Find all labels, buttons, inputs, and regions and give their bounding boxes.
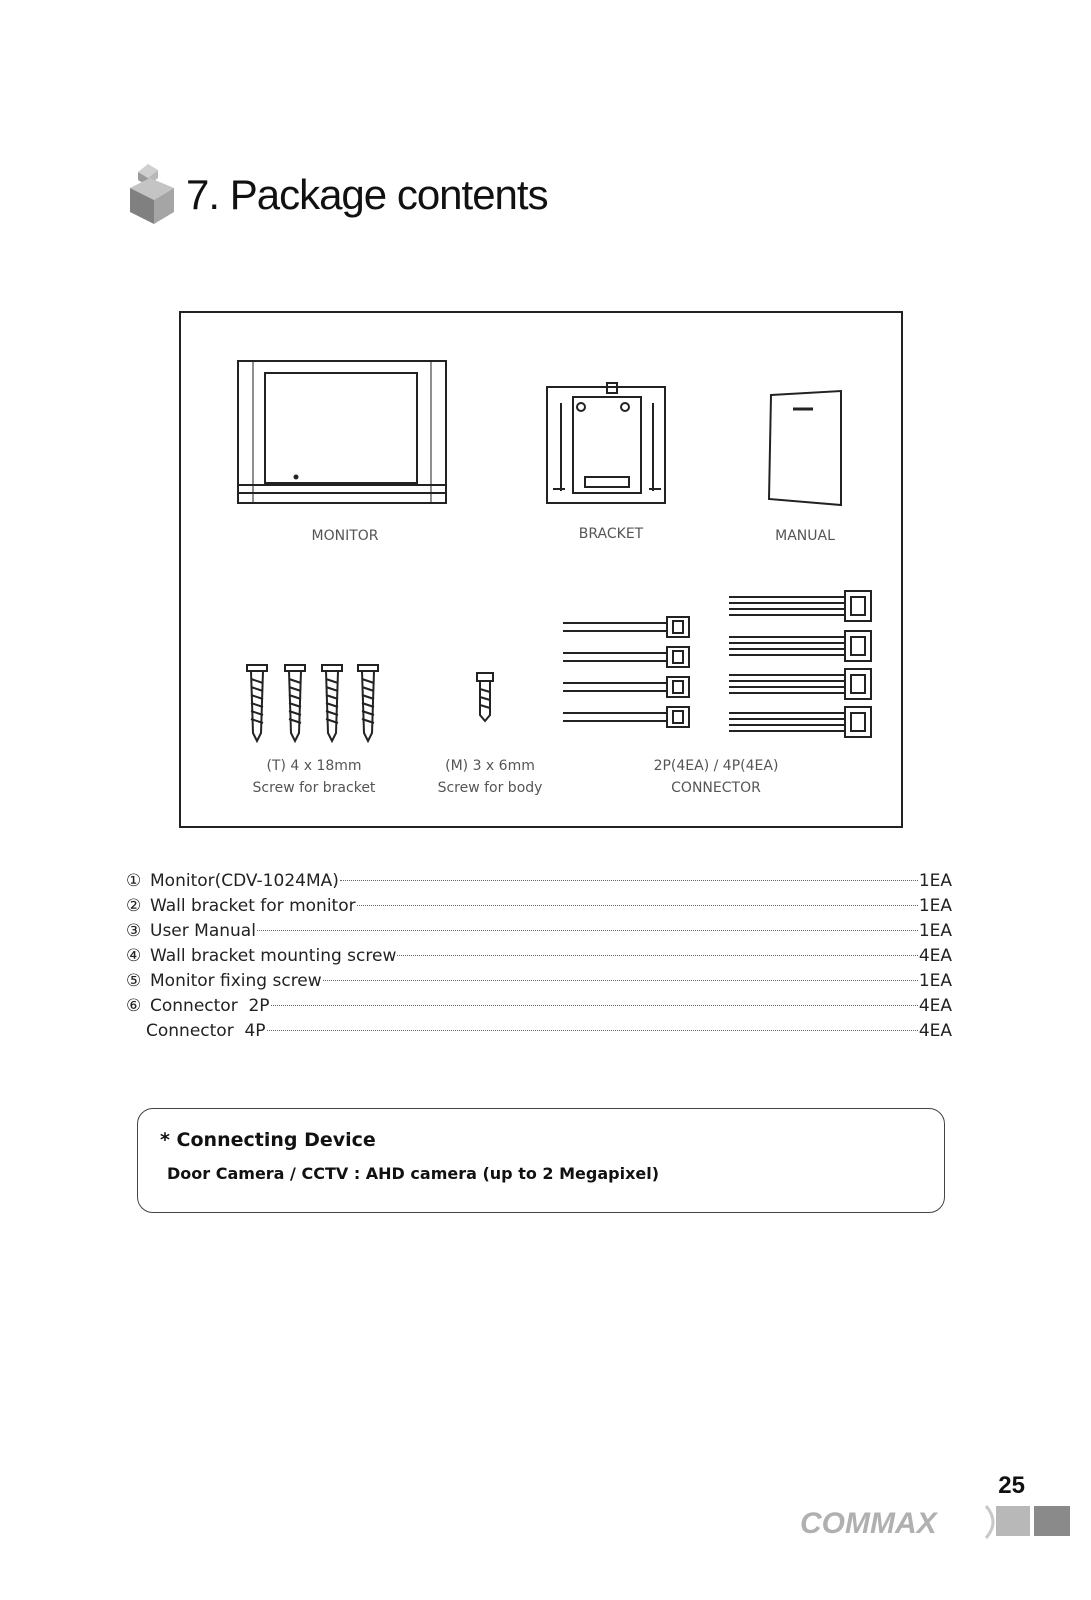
connectors-4p-drawing (729, 591, 871, 737)
list-item (126, 971, 952, 996)
dot-leader (257, 930, 918, 931)
item-quantity: 1EA (918, 871, 952, 891)
dot-leader (267, 1030, 918, 1031)
package-box-icon (128, 160, 180, 226)
section-heading (128, 158, 548, 228)
item-quantity: 1EA (918, 896, 952, 916)
package-illustration (181, 313, 901, 826)
item-label: Wall bracket mounting screw (150, 946, 397, 966)
item-quantity: 4EA (918, 996, 952, 1016)
note-body: Door Camera / CCTV : AHD camera (up to 2 Megapixel) (167, 1164, 660, 1183)
caption-bracket: BRACKET (578, 526, 644, 542)
caption-connector (621, 755, 811, 799)
caption-connector-qty: 2P(4EA) / 4P(4EA) (653, 758, 779, 774)
item-quantity: 1EA (918, 921, 952, 941)
item-number: ④ (126, 946, 142, 966)
caption-screw-t (231, 755, 397, 799)
dot-leader (340, 880, 918, 881)
list-item (126, 946, 952, 971)
connectors-2p-drawing (563, 617, 689, 727)
caption-connector-name: CONNECTOR (671, 780, 761, 796)
dot-leader (271, 1005, 918, 1006)
contents-list (126, 871, 952, 1046)
caption-screw-t-desc: Screw for bracket (252, 780, 376, 796)
caption-screw-m-desc: Screw for body (437, 780, 543, 796)
brand-wordmark: COMMAX (800, 1507, 937, 1540)
bracket-screws-drawing (247, 665, 378, 741)
list-item (126, 996, 952, 1021)
item-label: Monitor(CDV-1024MA) (150, 871, 339, 891)
list-item (126, 896, 952, 921)
item-quantity: 1EA (918, 971, 952, 991)
monitor-drawing (238, 361, 446, 503)
item-label: Connector 4P (146, 1021, 266, 1041)
dot-leader (397, 955, 917, 956)
item-label: User Manual (150, 921, 256, 941)
list-item (126, 921, 952, 946)
item-number: ① (126, 871, 142, 891)
page-title: 7. Package contents (186, 171, 548, 218)
dot-leader (323, 980, 918, 981)
item-quantity: 4EA (918, 1021, 952, 1041)
page-number: 25 (998, 1472, 1025, 1499)
list-item (126, 1021, 952, 1046)
item-number: ② (126, 896, 142, 916)
caption-manual: MANUAL (775, 528, 835, 544)
body-screw-drawing (477, 673, 493, 721)
manual-drawing (769, 391, 841, 505)
caption-screw-m (417, 755, 563, 799)
list-item (126, 871, 952, 896)
caption-screw-m-size: (M) 3 x 6mm (445, 758, 535, 774)
commax-logo (800, 1500, 1070, 1540)
item-number: ⑤ (126, 971, 142, 991)
caption-monitor: MONITOR (311, 528, 379, 544)
package-contents-figure (179, 311, 903, 828)
item-label: Monitor fixing screw (150, 971, 322, 991)
bracket-drawing (547, 383, 665, 503)
note-title: * Connecting Device (160, 1129, 376, 1151)
item-number: ⑥ (126, 996, 142, 1016)
item-label: Connector 2P (150, 996, 270, 1016)
dot-leader (357, 905, 918, 906)
item-number: ③ (126, 921, 142, 941)
item-label: Wall bracket for monitor (150, 896, 356, 916)
caption-screw-t-size: (T) 4 x 18mm (266, 758, 362, 774)
item-quantity: 4EA (918, 946, 952, 966)
connecting-device-note (137, 1108, 945, 1213)
